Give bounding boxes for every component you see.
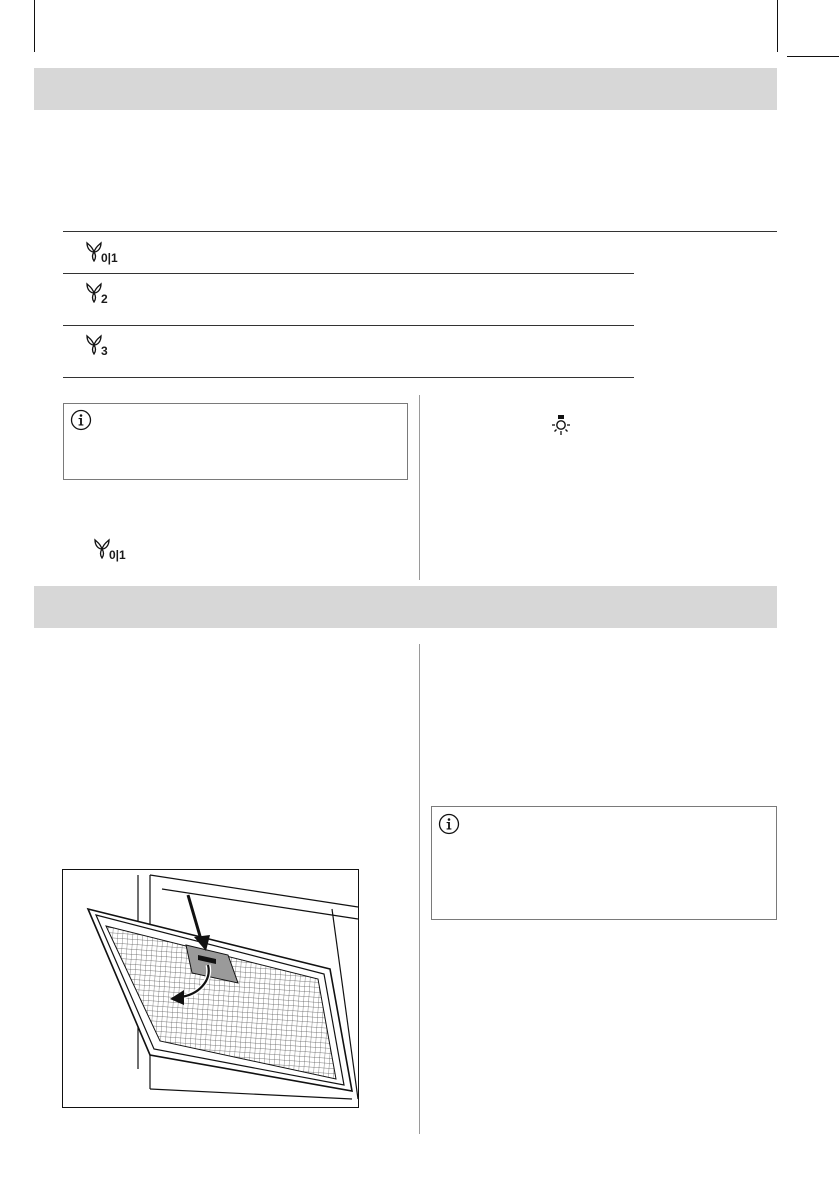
- table-rule-2: [63, 325, 634, 326]
- crop-mark-right-h: [787, 56, 839, 57]
- crop-mark-left: [34, 0, 35, 52]
- fan-speed-label: 0|1: [101, 251, 118, 265]
- info-icon: [438, 813, 460, 835]
- section-header-bar-1: [34, 68, 777, 110]
- column-divider-upper: [419, 395, 420, 580]
- fan-speed-label: 3: [101, 344, 108, 358]
- table-rule-top: [63, 231, 777, 232]
- fan-speed-label: 2: [101, 292, 108, 306]
- info-note-box-2: [431, 806, 777, 920]
- table-rule-bottom: [63, 377, 634, 378]
- light-bulb-icon: [549, 414, 573, 436]
- table-rule-1: [63, 273, 634, 274]
- fan-speed-label: 0|1: [109, 548, 126, 562]
- crop-mark-right: [777, 0, 778, 52]
- column-divider-lower: [419, 644, 420, 1134]
- info-note-box-1: [63, 403, 408, 480]
- info-icon: [70, 409, 92, 431]
- grease-filter-removal-illustration: [62, 869, 359, 1108]
- section-header-bar-2: [34, 586, 777, 628]
